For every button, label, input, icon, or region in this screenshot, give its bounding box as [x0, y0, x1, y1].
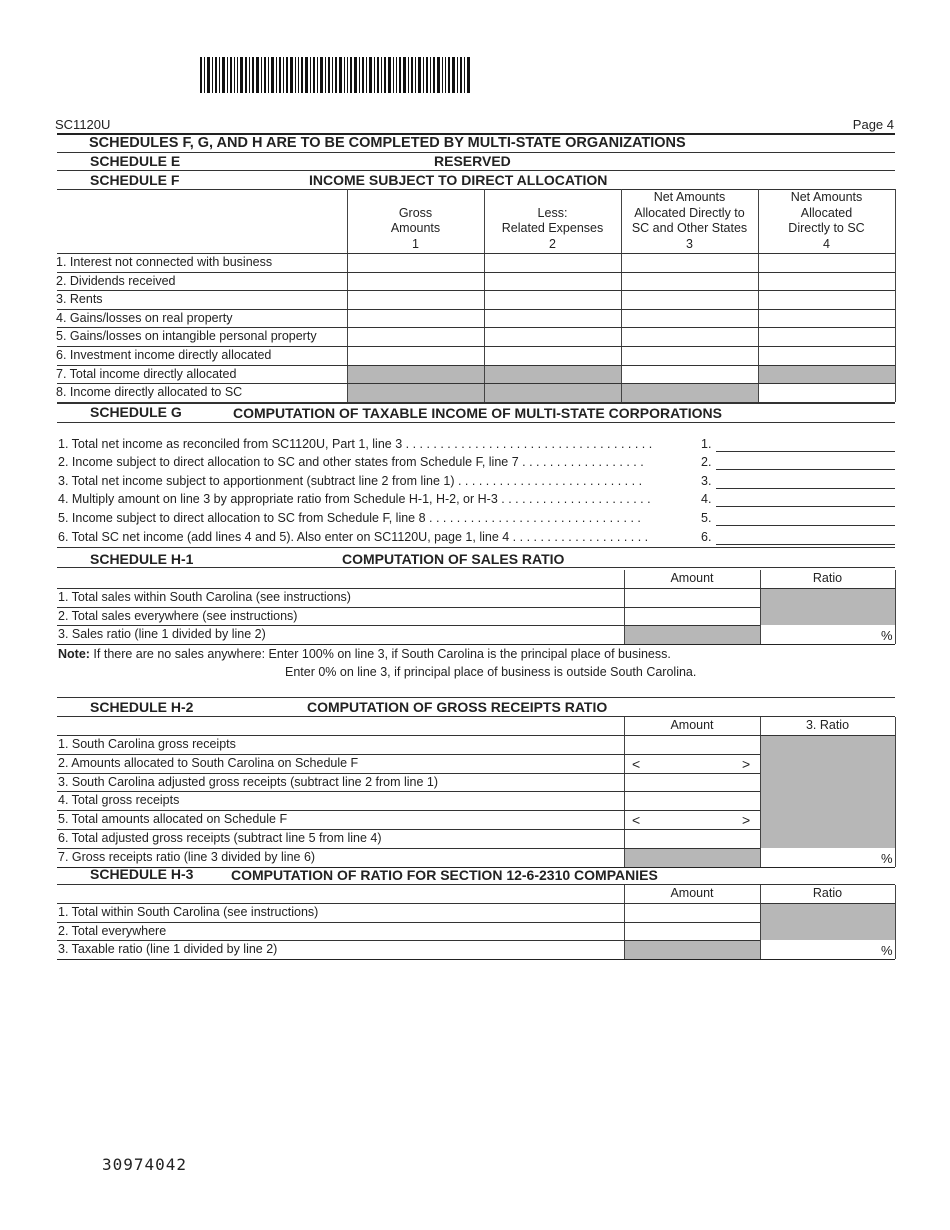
col-head-expenses: [484, 190, 621, 252]
divider: [57, 403, 895, 404]
schedule-g-line-number: 5.: [701, 511, 712, 525]
form-code: 30974042: [102, 1155, 188, 1174]
sched-h2-row-label: 5. Total amounts allocated on Schedule F: [58, 812, 288, 827]
schedule-g-line4-field[interactable]: [716, 490, 895, 507]
divider: [57, 170, 895, 171]
schedule-f-line8-col2-field: [485, 384, 621, 402]
page-number: Page 4: [852, 117, 894, 132]
schedule-f-title: INCOME SUBJECT TO DIRECT ALLOCATION: [309, 172, 608, 188]
schedule-h1-title: COMPUTATION OF SALES RATIO: [342, 551, 565, 567]
schedule-g-line-number: 4.: [701, 492, 712, 506]
sched-h1-line1-amount-field[interactable]: [625, 589, 760, 607]
column-divider: [895, 885, 896, 959]
schedule-h3-title: COMPUTATION OF RATIO FOR SECTION 12-6-2310 COMPANIES: [231, 867, 658, 883]
note-label: Note:: [58, 647, 90, 661]
amount-shaded-cell: [625, 849, 760, 867]
col-head-line: [484, 190, 621, 206]
sched-h1-ratio-field[interactable]: [761, 626, 878, 644]
schedule-f-line5-col2-field[interactable]: [485, 328, 621, 346]
schedule-h1-label: SCHEDULE H-1: [90, 551, 194, 567]
sched-h2-line5-amount-field[interactable]: [625, 811, 760, 829]
barcode: [200, 57, 470, 93]
schedule-g-line-number: 3.: [701, 474, 712, 488]
schedule-f-line3-col2-field[interactable]: [485, 291, 621, 309]
schedule-f-line1-col4-field[interactable]: [759, 254, 895, 272]
col-head-line: SC and Other States: [631, 221, 748, 235]
schedule-f-line6-col2-field[interactable]: [485, 347, 621, 365]
sched-h3-line2-amount-field[interactable]: [625, 923, 760, 941]
schedule-g-line1-field[interactable]: [716, 435, 895, 452]
sched-h1-line2-amount-field[interactable]: [625, 608, 760, 626]
schedule-f-line2-col4-field[interactable]: [759, 273, 895, 291]
schedule-f-row-label: 6. Investment income directly allocated: [56, 348, 272, 362]
ratio-shaded-area: [761, 589, 895, 625]
divider: [57, 547, 895, 548]
bracket-close: >: [742, 755, 751, 772]
amount-shaded-cell: [625, 941, 760, 959]
column-divider: [895, 189, 896, 402]
schedule-f-line5-col3-field[interactable]: [622, 328, 758, 346]
bracket-close: >: [742, 812, 751, 829]
percent-sign: %: [881, 850, 893, 866]
schedule-g-line6-field[interactable]: [716, 528, 895, 545]
col-head-gross: [347, 190, 484, 252]
sched-h2-ratio-field[interactable]: [761, 849, 878, 867]
schedule-f-line7-col2-field: [485, 366, 621, 384]
schedule-f-line6-col3-field[interactable]: [622, 347, 758, 365]
note-line-2: Enter 0% on line 3, if principal place of business is outside South Carolina.: [285, 665, 697, 679]
schedule-f-line8-col3-field: [622, 384, 758, 402]
schedule-g-line-text: 1. Total net income as reconciled from SC1120U, Part 1, line 3 . . . . . . . . . . . . . . . . . . . . . . . . . . . . . . . . . . . .: [58, 437, 653, 451]
divider: [57, 422, 895, 423]
schedule-f-row-label: 4. Gains/losses on real property: [56, 310, 233, 325]
col-head-line: Net Amounts: [790, 190, 863, 204]
ratio-column-header: 3. Ratio: [805, 718, 850, 732]
ratio-shaded-area: [761, 736, 895, 848]
sched-h2-row-label: 3. South Carolina adjusted gross receipts (subtract line 2 from line 1): [58, 774, 439, 789]
schedule-f-line4-col4-field[interactable]: [759, 310, 895, 328]
note: [58, 647, 671, 661]
schedule-f-line6-col4-field[interactable]: [759, 347, 895, 365]
col-head-number: 2: [549, 236, 556, 251]
sched-h2-line3-amount-field[interactable]: [625, 774, 760, 792]
schedule-g-line-number: 6.: [701, 530, 712, 544]
col-head-line: Less:: [537, 205, 568, 220]
schedule-g-line-number: 1.: [701, 437, 712, 451]
amount-shaded-cell: [625, 626, 760, 644]
sched-h3-line1-amount-field[interactable]: [625, 904, 760, 922]
schedule-f-line2-col1-field[interactable]: [348, 273, 484, 291]
schedule-h2-title: COMPUTATION OF GROSS RECEIPTS RATIO: [307, 699, 608, 715]
schedule-f-line5-col4-field[interactable]: [759, 328, 895, 346]
schedule-f-line1-col2-field[interactable]: [485, 254, 621, 272]
col-head-number: 1: [412, 236, 419, 251]
schedule-f-line4-col1-field[interactable]: [348, 310, 484, 328]
schedule-f-line7-col1-field: [348, 366, 484, 384]
sched-h2-line6-amount-field[interactable]: [625, 830, 760, 848]
column-divider: [895, 717, 896, 867]
col-head-line: Related Expenses: [501, 221, 604, 235]
sched-h2-line2-amount-field[interactable]: [625, 755, 760, 773]
col-head-net-sc-other: [621, 190, 758, 252]
schedule-f-row-label: 7. Total income directly allocated: [56, 366, 237, 381]
schedule-f-line1-col3-field[interactable]: [622, 254, 758, 272]
sched-h3-row-label: 2. Total everywhere: [58, 923, 167, 938]
sched-h1-row-label: 2. Total sales everywhere (see instructions): [58, 608, 298, 623]
table-bottom: [57, 644, 895, 645]
amount-column-header: Amount: [670, 571, 714, 585]
col-head-line: Directly to SC: [788, 221, 865, 235]
divider: [57, 716, 895, 717]
schedule-g-line5-field[interactable]: [716, 509, 895, 526]
amount-column-header: Amount: [670, 718, 714, 732]
schedule-f-line3-col1-field[interactable]: [348, 291, 484, 309]
schedule-f-line8-col4-field[interactable]: [759, 384, 895, 402]
col-head-line: [347, 190, 484, 206]
col-head-number: 3: [686, 236, 693, 251]
percent-sign: %: [881, 628, 893, 644]
sched-h2-row-label: 6. Total adjusted gross receipts (subtract line 5 from line 4): [58, 831, 382, 845]
schedule-f-line4-col2-field[interactable]: [485, 310, 621, 328]
schedule-f-row-label: 3. Rents: [56, 292, 103, 307]
percent-sign: %: [881, 943, 893, 959]
sched-h3-ratio-field[interactable]: [761, 941, 878, 959]
schedule-g-line2-field[interactable]: [716, 453, 895, 470]
sched-h3-row-label: 1. Total within South Carolina (see instructions): [58, 905, 319, 919]
schedule-f-line5-col1-field[interactable]: [348, 328, 484, 346]
sched-h1-row-label: 3. Sales ratio (line 1 divided by line 2): [58, 627, 266, 642]
schedule-g-line-text: 5. Income subject to direct allocation to SC from Schedule F, line 8 . . . . . . . . . . . . . . . . . . . . . . . . . . . . . . .: [58, 511, 641, 525]
schedule-f-line2-col2-field[interactable]: [485, 273, 621, 291]
schedule-g-line3-field[interactable]: [716, 472, 895, 489]
schedule-f-line2-col3-field[interactable]: [622, 273, 758, 291]
schedule-f-line4-col3-field[interactable]: [622, 310, 758, 328]
schedule-e-title: RESERVED: [434, 153, 511, 169]
schedule-f-line3-col3-field[interactable]: [622, 291, 758, 309]
schedule-g-line-text: 3. Total net income subject to apportionment (subtract line 2 from line 1) . . . . . . . . . . . . . . . . . . . . . . . . . . .: [58, 474, 643, 488]
divider: [57, 697, 895, 698]
bracket-open: <: [632, 812, 641, 829]
col-head-line: Amounts: [390, 221, 441, 235]
schedule-g-line-text: 4. Multiply amount on line 3 by appropriate ratio from Schedule H-1, H-2, or H-3 . . . . . . . . . . . . . . . . . . . . . .: [58, 492, 651, 506]
ratio-shaded-area: [761, 904, 895, 940]
schedule-f-line1-col1-field[interactable]: [348, 254, 484, 272]
col-head-line: Net Amounts: [653, 190, 726, 204]
schedule-f-line7-col4-field: [759, 366, 895, 384]
table-bottom: [57, 959, 895, 960]
schedule-f-line3-col4-field[interactable]: [759, 291, 895, 309]
col-head-line: Allocated: [800, 205, 853, 220]
sched-h2-row-label: 4. Total gross receipts: [58, 793, 180, 808]
amount-column-header: Amount: [670, 886, 714, 900]
divider: [57, 567, 895, 568]
ratio-column-header: Ratio: [812, 886, 843, 900]
schedule-g-line-text: 2. Income subject to direct allocation to SC and other states from Schedule F, line 7 . . . . . . . . . . . . . . . . . .: [58, 455, 644, 469]
schedule-f-line7-col3-field[interactable]: [622, 366, 758, 384]
schedule-f-line6-col1-field[interactable]: [348, 347, 484, 365]
sched-h2-row-label: 7. Gross receipts ratio (line 3 divided by line 6): [58, 849, 316, 864]
schedule-g-label: SCHEDULE G: [90, 404, 182, 420]
schedule-f-row-label: 8. Income directly allocated to SC: [56, 385, 243, 400]
schedule-g-title: COMPUTATION OF TAXABLE INCOME OF MULTI-STATE CORPORATIONS: [233, 405, 722, 421]
schedule-f-row-label: 5. Gains/losses on intangible personal property: [56, 329, 317, 344]
column-divider: [895, 570, 896, 644]
col-head-line: Allocated Directly to: [634, 205, 745, 220]
schedule-h3-label: SCHEDULE H-3: [90, 866, 194, 882]
schedule-f-row-label: 1. Interest not connected with business: [56, 255, 273, 269]
sched-h3-row-label: 3. Taxable ratio (line 1 divided by line 2): [58, 942, 278, 957]
sched-h2-line1-amount-field[interactable]: [625, 736, 760, 754]
note-line-1: If there are no sales anywhere: Enter 100% on line 3, if South Carolina is the principal place of business.: [89, 647, 671, 661]
schedule-g-line-text: 6. Total SC net income (add lines 4 and 5). Also enter on SC1120U, page 1, line 4 . . . . . . . . . . . . . . . . . . . .: [58, 530, 649, 544]
main-title: SCHEDULES F, G, AND H ARE TO BE COMPLETED BY MULTI-STATE ORGANIZATIONS: [89, 135, 686, 151]
schedule-f-row-label: 2. Dividends received: [56, 273, 176, 288]
schedule-h2-label: SCHEDULE H-2: [90, 699, 194, 715]
sched-h1-row-label: 1. Total sales within South Carolina (see instructions): [58, 590, 351, 604]
col-head-line: Gross: [398, 205, 433, 220]
col-head-number: 4: [823, 236, 830, 251]
schedule-e-label: SCHEDULE E: [90, 153, 181, 169]
schedule-f-line8-col1-field: [348, 384, 484, 402]
sched-h2-row-label: 1. South Carolina gross receipts: [58, 737, 236, 751]
sched-h2-row-label: 2. Amounts allocated to South Carolina on Schedule F: [58, 755, 359, 770]
bracket-open: <: [632, 755, 641, 772]
col-head-net-sc: [758, 190, 895, 252]
schedule-g-line-number: 2.: [701, 455, 712, 469]
form-id: SC1120U: [55, 117, 111, 132]
sched-h2-line4-amount-field[interactable]: [625, 792, 760, 810]
ratio-column-header: Ratio: [812, 571, 843, 585]
schedule-f-label: SCHEDULE F: [90, 172, 180, 188]
divider: [57, 884, 895, 885]
